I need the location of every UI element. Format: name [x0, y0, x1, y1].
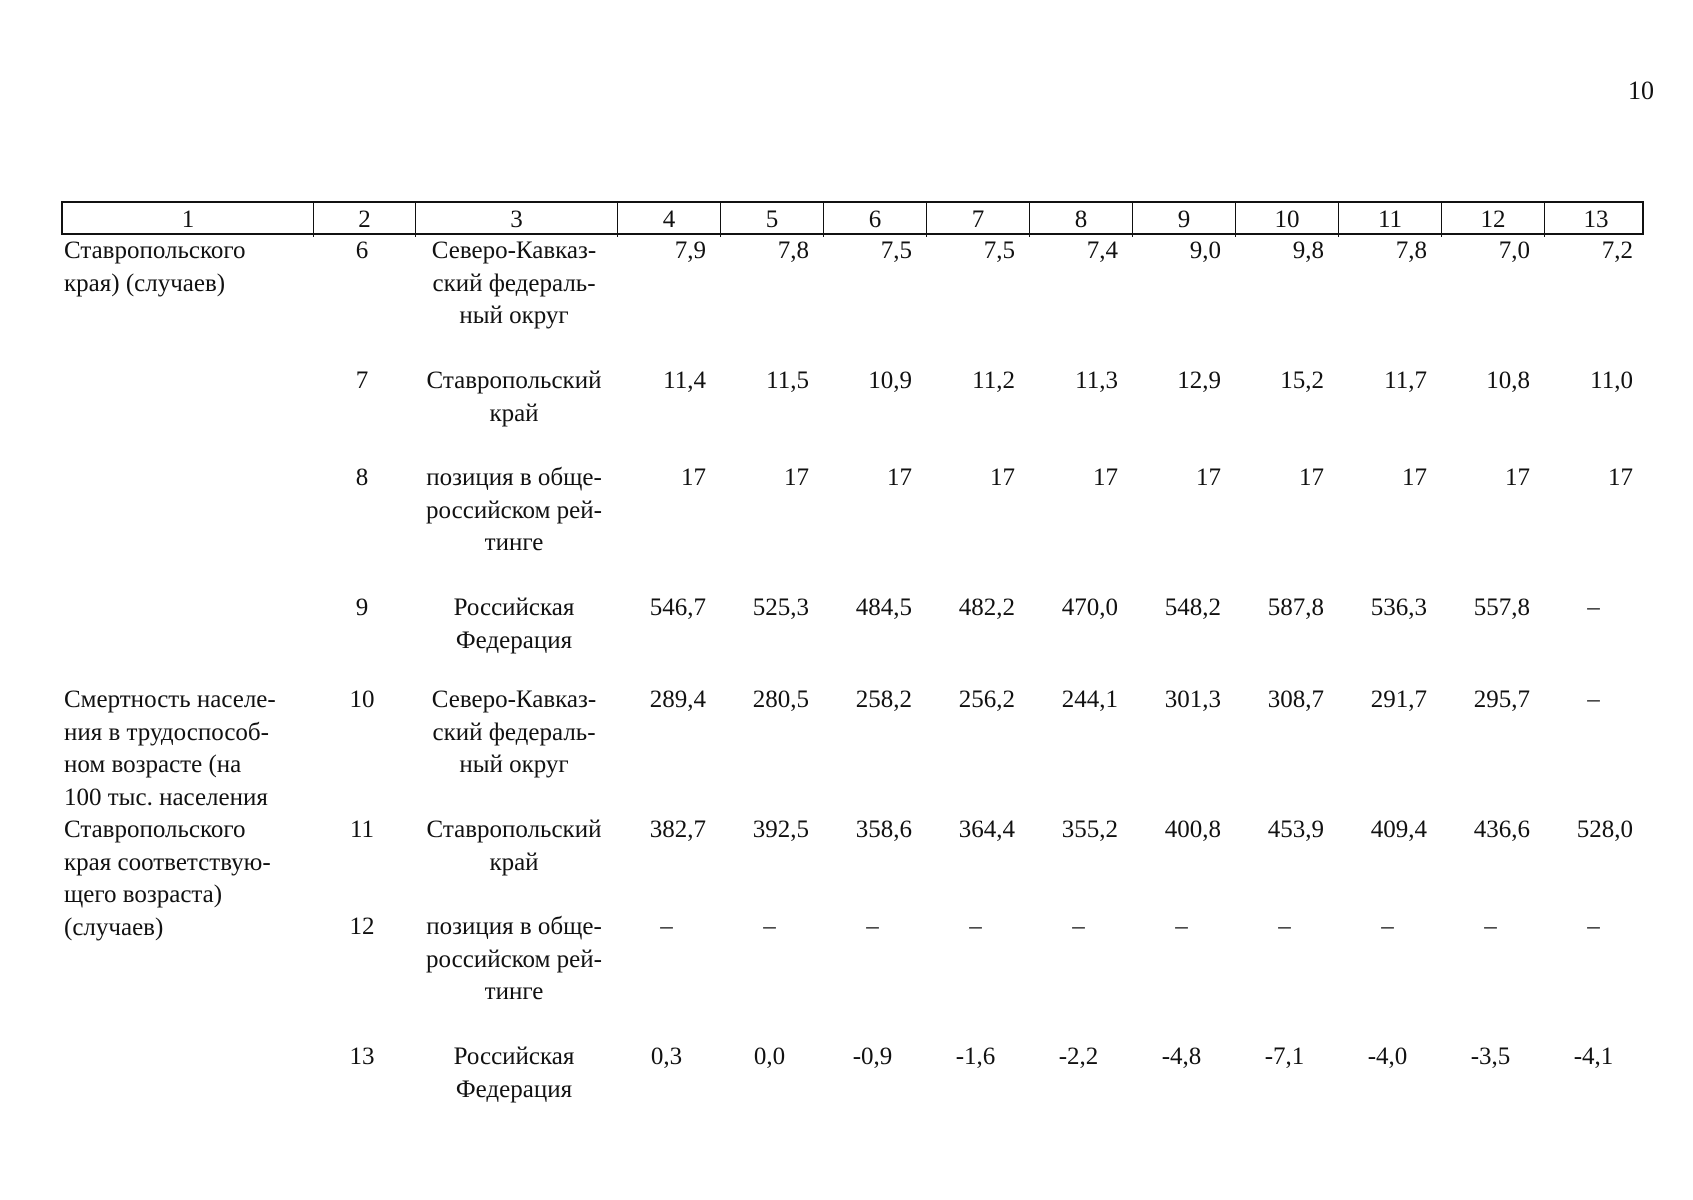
value-cell: 7,2: [1601, 237, 1633, 264]
value-cell: 9,8: [1292, 237, 1324, 264]
row-label: [413, 462, 615, 592]
value-cell: –: [763, 913, 776, 940]
value-cell: 17: [681, 464, 706, 491]
indicator-cell: [61, 235, 311, 365]
table-header: [61, 201, 1644, 235]
value-cell: 17: [1196, 464, 1221, 491]
value-cell: –: [1072, 913, 1085, 940]
value-cell: 289,4: [649, 686, 706, 713]
row-label-line: Северо-Кавказ-: [431, 686, 597, 713]
value-cell: 17: [1093, 464, 1118, 491]
value-cell: –: [660, 913, 673, 940]
value-cell: 11,0: [1590, 367, 1633, 394]
value-cell: 7,4: [1086, 237, 1118, 264]
value-cell: 382,7: [649, 816, 706, 843]
value-cell: -4,0: [1367, 1043, 1408, 1070]
row-number: 6: [355, 237, 369, 264]
value-cell: -1,6: [955, 1043, 996, 1070]
row-label: [413, 1041, 615, 1138]
row-label-line: российском рей-: [426, 496, 602, 524]
row-number: 10: [349, 686, 375, 713]
indicator-cell: [61, 1041, 311, 1138]
indicator-line: края соответствую-: [64, 848, 271, 876]
value-cell: 525,3: [752, 594, 809, 621]
value-cell: 17: [1299, 464, 1324, 491]
value-cell: 7,9: [674, 237, 706, 264]
indicator-line: Ставропольского: [64, 237, 246, 264]
row-label-line: Российская: [453, 1043, 575, 1070]
value-cell: 364,4: [958, 816, 1015, 843]
header-cell: 2: [313, 203, 415, 237]
row-number: 8: [355, 464, 369, 491]
value-cell: 17: [1608, 464, 1633, 491]
header-cell: 13: [1544, 203, 1647, 237]
value-cell: 11,4: [663, 367, 706, 394]
value-cell: 7,8: [1395, 237, 1427, 264]
value-cell: 10,9: [868, 367, 912, 394]
row-label-line: Российская: [453, 594, 575, 621]
value-cell: -4,1: [1573, 1043, 1614, 1070]
value-cell: -7,1: [1264, 1043, 1305, 1070]
value-cell: 0,3: [650, 1043, 683, 1070]
row-label-line: позиция в обще-: [426, 913, 602, 940]
value-cell: 17: [887, 464, 912, 491]
header-cell: 6: [823, 203, 926, 237]
row-label: [413, 684, 615, 814]
value-cell: 17: [1505, 464, 1530, 491]
table-row: [61, 814, 1645, 911]
row-number: 13: [349, 1043, 375, 1070]
value-cell: 0,0: [753, 1043, 786, 1070]
indicator-cell: [61, 684, 311, 814]
value-cell: 291,7: [1370, 686, 1427, 713]
row-label-line: тинге: [484, 978, 544, 1005]
value-cell: -0,9: [852, 1043, 893, 1070]
value-cell: 11,7: [1384, 367, 1427, 394]
value-cell: 7,5: [983, 237, 1015, 264]
indicator-cell: [61, 462, 311, 592]
value-cell: 17: [990, 464, 1015, 491]
row-label: [413, 365, 615, 462]
value-cell: 587,8: [1267, 594, 1324, 621]
value-cell: –: [1381, 913, 1394, 940]
value-cell: 11,3: [1075, 367, 1118, 394]
value-cell: 11,5: [766, 367, 809, 394]
value-cell: 256,2: [958, 686, 1015, 713]
table-row: [61, 462, 1645, 592]
value-cell: –: [969, 913, 982, 940]
row-label-line: тинге: [484, 529, 544, 556]
value-cell: -2,2: [1058, 1043, 1099, 1070]
value-cell: 557,8: [1473, 594, 1530, 621]
header-cell: 9: [1132, 203, 1235, 237]
value-cell: 258,2: [855, 686, 912, 713]
row-label-line: ный округ: [459, 302, 569, 329]
value-cell: 409,4: [1370, 816, 1427, 843]
indicator-line: (случаев): [64, 913, 164, 941]
indicator-line: ния в трудоспособ-: [64, 718, 269, 746]
value-cell: 301,3: [1164, 686, 1221, 713]
row-label-line: Федерация: [455, 1075, 573, 1103]
value-cell: 280,5: [752, 686, 809, 713]
row-number: 7: [355, 367, 369, 394]
row-label-line: ский федераль-: [432, 718, 596, 746]
indicator-cell: [61, 814, 311, 911]
header-cell: 4: [617, 203, 720, 237]
value-cell: 308,7: [1267, 686, 1324, 713]
row-label-line: Ставропольский: [426, 367, 602, 394]
header-cell: 10: [1235, 203, 1338, 237]
value-cell: 17: [784, 464, 809, 491]
value-cell: 548,2: [1164, 594, 1221, 621]
row-number: 11: [349, 816, 375, 843]
indicator-line: края) (случаев): [64, 269, 226, 297]
row-label: [413, 235, 615, 365]
header-cell: 5: [720, 203, 823, 237]
value-cell: –: [1484, 913, 1497, 940]
table-row: [61, 235, 1645, 365]
table-row: [61, 592, 1645, 689]
header-cell: 3: [415, 203, 617, 237]
header-cell: 12: [1441, 203, 1544, 237]
value-cell: –: [1175, 913, 1188, 940]
value-cell: 244,1: [1061, 686, 1118, 713]
value-cell: 9,0: [1189, 237, 1221, 264]
value-cell: 453,9: [1267, 816, 1324, 843]
row-label-line: позиция в обще-: [426, 464, 602, 491]
value-cell: 11,2: [972, 367, 1015, 394]
value-cell: 484,5: [855, 594, 912, 621]
value-cell: 482,2: [958, 594, 1015, 621]
indicator-line: Смертность населе-: [64, 686, 276, 713]
value-cell: 536,3: [1370, 594, 1427, 621]
header-cell: 11: [1338, 203, 1441, 237]
row-label-line: Северо-Кавказ-: [431, 237, 597, 264]
value-cell: 436,6: [1473, 816, 1530, 843]
value-cell: 392,5: [752, 816, 809, 843]
row-label-line: Федерация: [455, 626, 573, 654]
table-row: [61, 1041, 1645, 1138]
value-cell: 10,8: [1486, 367, 1530, 394]
data-table: [61, 201, 1644, 1103]
row-label-line: край: [489, 848, 539, 876]
header-cell: 8: [1029, 203, 1132, 237]
value-cell: 528,0: [1576, 816, 1633, 843]
row-label-line: российском рей-: [426, 945, 602, 973]
header-cell: 7: [926, 203, 1029, 237]
row-label: [413, 911, 615, 1041]
indicator-cell: [61, 911, 311, 1041]
value-cell: 15,2: [1280, 367, 1324, 394]
value-cell: 400,8: [1164, 816, 1221, 843]
row-label: [413, 814, 615, 911]
indicator-cell: [61, 592, 311, 689]
row-label-line: Ставропольский: [426, 816, 602, 843]
value-cell: -4,8: [1161, 1043, 1202, 1070]
table-row: [61, 365, 1645, 462]
value-cell: –: [1587, 594, 1600, 621]
value-cell: 470,0: [1061, 594, 1118, 621]
table-row: [61, 911, 1645, 1041]
value-cell: 355,2: [1061, 816, 1118, 843]
indicator-line: ном возрасте (на: [64, 751, 242, 778]
row-label-line: ский федераль-: [432, 269, 596, 297]
value-cell: –: [866, 913, 879, 940]
value-cell: 358,6: [855, 816, 912, 843]
table-row: [61, 684, 1645, 814]
value-cell: 7,8: [777, 237, 809, 264]
value-cell: –: [1278, 913, 1291, 940]
indicator-line: щего возраста): [64, 881, 223, 908]
header-cell: 1: [181, 206, 195, 233]
indicator-line: Ставропольского: [64, 816, 246, 843]
value-cell: -3,5: [1470, 1043, 1511, 1070]
page-number: 10: [1628, 76, 1654, 105]
row-label: [413, 592, 615, 689]
indicator-cell: [61, 365, 311, 462]
indicator-line: 100 тыс. населения: [64, 783, 268, 811]
value-cell: 12,9: [1177, 367, 1221, 394]
value-cell: 7,5: [880, 237, 912, 264]
row-label-line: ный округ: [459, 751, 569, 778]
value-cell: 295,7: [1473, 686, 1530, 713]
row-label-line: край: [489, 399, 539, 427]
value-cell: 7,0: [1498, 237, 1530, 264]
row-number: 12: [349, 913, 375, 940]
value-cell: –: [1587, 686, 1600, 713]
value-cell: 17: [1402, 464, 1427, 491]
value-cell: –: [1587, 913, 1600, 940]
value-cell: 546,7: [649, 594, 706, 621]
row-number: 9: [355, 594, 369, 621]
